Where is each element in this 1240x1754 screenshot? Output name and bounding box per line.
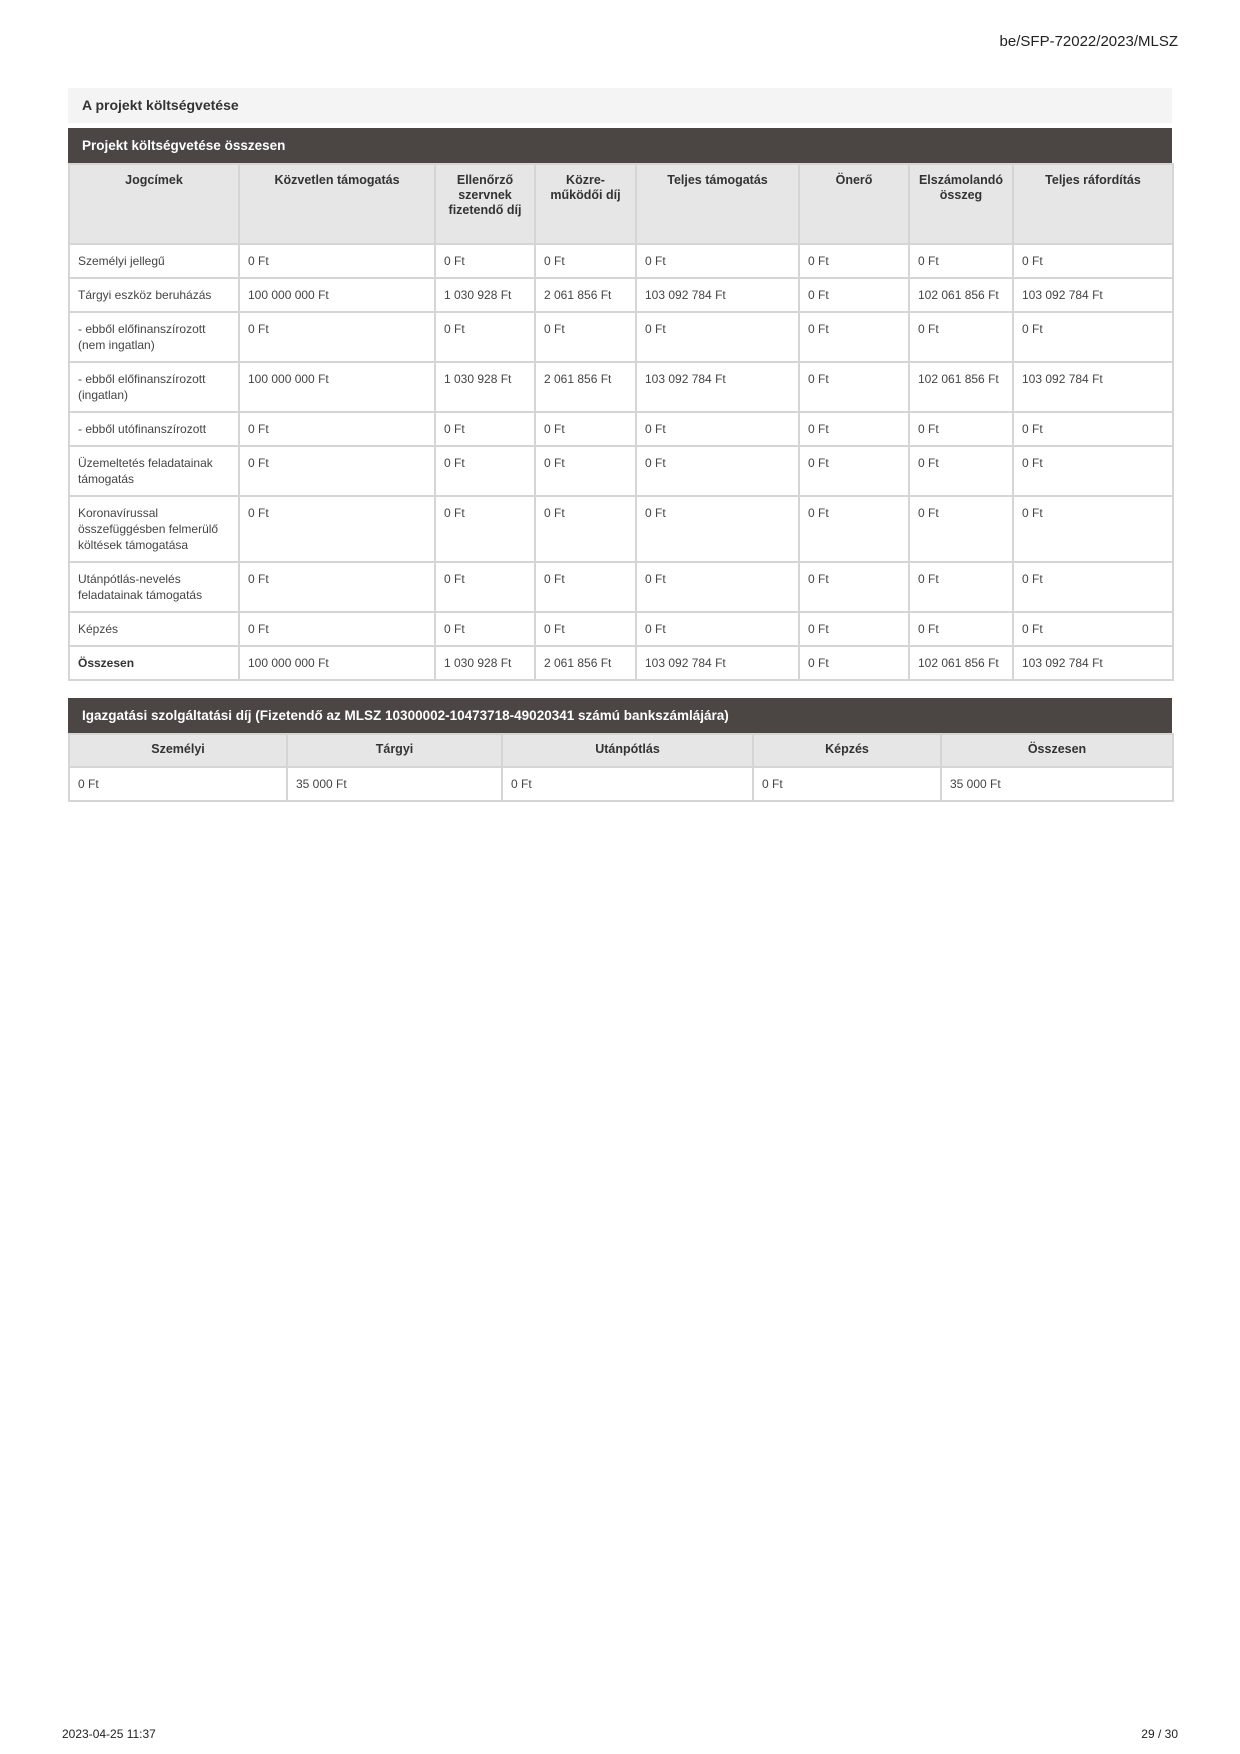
budget-table	[68, 163, 1174, 681]
table-cell: 0 Ft	[909, 412, 1013, 446]
table-cell: 0 Ft	[435, 312, 535, 362]
footer-page-number: 29 / 30	[1141, 1727, 1178, 1741]
table-row	[69, 312, 1173, 362]
table-cell: 103 092 784 Ft	[1013, 646, 1173, 680]
fee-cell: 0 Ft	[753, 767, 941, 801]
table-cell: 0 Ft	[909, 612, 1013, 646]
table-cell: 0 Ft	[909, 496, 1013, 562]
fee-cell: 35 000 Ft	[941, 767, 1173, 801]
column-header: Utánpótlás	[502, 734, 753, 767]
table-cell: 103 092 784 Ft	[636, 362, 799, 412]
table-cell: 0 Ft	[1013, 244, 1173, 278]
table-cell: 0 Ft	[535, 496, 636, 562]
column-header: Személyi	[69, 734, 287, 767]
row-label: Személyi jellegű	[69, 244, 239, 278]
table-cell: 0 Ft	[909, 446, 1013, 496]
column-header: Képzés	[753, 734, 941, 767]
row-label: Üzemeltetés feladatainak támogatás	[69, 446, 239, 496]
column-header: Összesen	[941, 734, 1173, 767]
table-cell: 0 Ft	[636, 562, 799, 612]
table-cell: 100 000 000 Ft	[239, 278, 435, 312]
row-label: - ebből utófinanszírozott	[69, 412, 239, 446]
fee-cell: 0 Ft	[69, 767, 287, 801]
column-header: Önerő	[799, 164, 909, 244]
table-cell: 0 Ft	[909, 562, 1013, 612]
fee-cell: 35 000 Ft	[287, 767, 502, 801]
table-cell: 103 092 784 Ft	[636, 646, 799, 680]
table-cell: 0 Ft	[799, 496, 909, 562]
table-cell: 100 000 000 Ft	[239, 362, 435, 412]
table-cell: 0 Ft	[435, 244, 535, 278]
table-cell: 1 030 928 Ft	[435, 646, 535, 680]
table-cell: 0 Ft	[239, 446, 435, 496]
fee-cell: 0 Ft	[502, 767, 753, 801]
table-cell: 0 Ft	[909, 244, 1013, 278]
table-cell: 0 Ft	[435, 446, 535, 496]
table-cell: 0 Ft	[1013, 412, 1173, 446]
table-cell: 1 030 928 Ft	[435, 278, 535, 312]
table-row	[69, 362, 1173, 412]
table-row	[69, 612, 1173, 646]
table-cell: 0 Ft	[239, 562, 435, 612]
table-cell: 0 Ft	[1013, 612, 1173, 646]
table-row	[69, 244, 1173, 278]
table-cell: 0 Ft	[239, 244, 435, 278]
table-row	[69, 646, 1173, 680]
row-label: Összesen	[69, 646, 239, 680]
table-cell: 102 061 856 Ft	[909, 646, 1013, 680]
table-cell: 0 Ft	[239, 612, 435, 646]
budget-table-block	[68, 128, 1172, 681]
table-cell: 0 Ft	[636, 244, 799, 278]
table-cell: 0 Ft	[535, 446, 636, 496]
table-cell: 0 Ft	[636, 446, 799, 496]
table-cell: 0 Ft	[909, 312, 1013, 362]
table-cell: 103 092 784 Ft	[636, 278, 799, 312]
table-cell: 0 Ft	[1013, 312, 1173, 362]
column-header: Jogcímek	[69, 164, 239, 244]
column-header: Ellenőrző szervnek fizetendő díj	[435, 164, 535, 244]
row-label: - ebből előfinanszírozott (ingatlan)	[69, 362, 239, 412]
table-cell: 0 Ft	[1013, 446, 1173, 496]
fee-table-block	[68, 698, 1172, 802]
row-label: - ebből előfinanszírozott (nem ingatlan)	[69, 312, 239, 362]
table-cell: 0 Ft	[799, 362, 909, 412]
table-cell: 2 061 856 Ft	[535, 362, 636, 412]
table-cell: 0 Ft	[799, 646, 909, 680]
column-header: Tárgyi	[287, 734, 502, 767]
table-cell: 103 092 784 Ft	[1013, 362, 1173, 412]
table-cell: 0 Ft	[799, 446, 909, 496]
column-header: Teljes támogatás	[636, 164, 799, 244]
table-cell: 0 Ft	[636, 412, 799, 446]
table-row	[69, 412, 1173, 446]
table-cell: 102 061 856 Ft	[909, 278, 1013, 312]
column-header: Közre-működői díj	[535, 164, 636, 244]
table-cell: 0 Ft	[435, 496, 535, 562]
table-cell: 0 Ft	[535, 412, 636, 446]
footer-timestamp: 2023-04-25 11:37	[62, 1727, 156, 1741]
table-cell: 0 Ft	[535, 612, 636, 646]
table-cell: 0 Ft	[636, 612, 799, 646]
table-row	[69, 496, 1173, 562]
column-header: Teljes ráfordítás	[1013, 164, 1173, 244]
section-title: A projekt költségvetése	[68, 88, 1172, 123]
table-cell: 0 Ft	[799, 278, 909, 312]
table-row	[69, 562, 1173, 612]
table-cell: 0 Ft	[239, 312, 435, 362]
table-cell: 0 Ft	[1013, 496, 1173, 562]
column-header: Elszámolandó összeg	[909, 164, 1013, 244]
row-label: Utánpótlás-nevelés feladatainak támogatás	[69, 562, 239, 612]
fee-header-row	[69, 734, 1173, 767]
row-label: Tárgyi eszköz beruházás	[69, 278, 239, 312]
table-cell: 0 Ft	[239, 412, 435, 446]
table-cell: 0 Ft	[1013, 562, 1173, 612]
fee-table	[68, 733, 1174, 802]
table-row	[69, 767, 1173, 801]
table-cell: 0 Ft	[239, 496, 435, 562]
table-cell: 0 Ft	[535, 562, 636, 612]
table-cell: 100 000 000 Ft	[239, 646, 435, 680]
table-cell: 103 092 784 Ft	[1013, 278, 1173, 312]
table-cell: 0 Ft	[799, 412, 909, 446]
table-cell: 102 061 856 Ft	[909, 362, 1013, 412]
fee-table-header: Igazgatási szolgáltatási díj (Fizetendő az MLSZ 10300002-10473718-49020341 számú bankszámlájára)	[68, 698, 1172, 733]
table-cell: 0 Ft	[636, 312, 799, 362]
budget-table-header: Projekt költségvetése összesen	[68, 128, 1172, 163]
table-cell: 0 Ft	[799, 612, 909, 646]
column-header: Közvetlen támogatás	[239, 164, 435, 244]
row-label: Koronavírussal összefüggésben felmerülő költések támogatása	[69, 496, 239, 562]
row-label: Képzés	[69, 612, 239, 646]
table-cell: 2 061 856 Ft	[535, 646, 636, 680]
table-cell: 1 030 928 Ft	[435, 362, 535, 412]
table-cell: 0 Ft	[535, 244, 636, 278]
table-cell: 0 Ft	[435, 562, 535, 612]
table-row	[69, 278, 1173, 312]
table-cell: 0 Ft	[799, 562, 909, 612]
table-cell: 0 Ft	[799, 312, 909, 362]
table-cell: 0 Ft	[535, 312, 636, 362]
table-cell: 2 061 856 Ft	[535, 278, 636, 312]
table-row	[69, 446, 1173, 496]
document-id: be/SFP-72022/2023/MLSZ	[999, 33, 1178, 50]
table-cell: 0 Ft	[435, 612, 535, 646]
table-cell: 0 Ft	[799, 244, 909, 278]
table-cell: 0 Ft	[435, 412, 535, 446]
budget-header-row	[69, 164, 1173, 244]
table-cell: 0 Ft	[636, 496, 799, 562]
